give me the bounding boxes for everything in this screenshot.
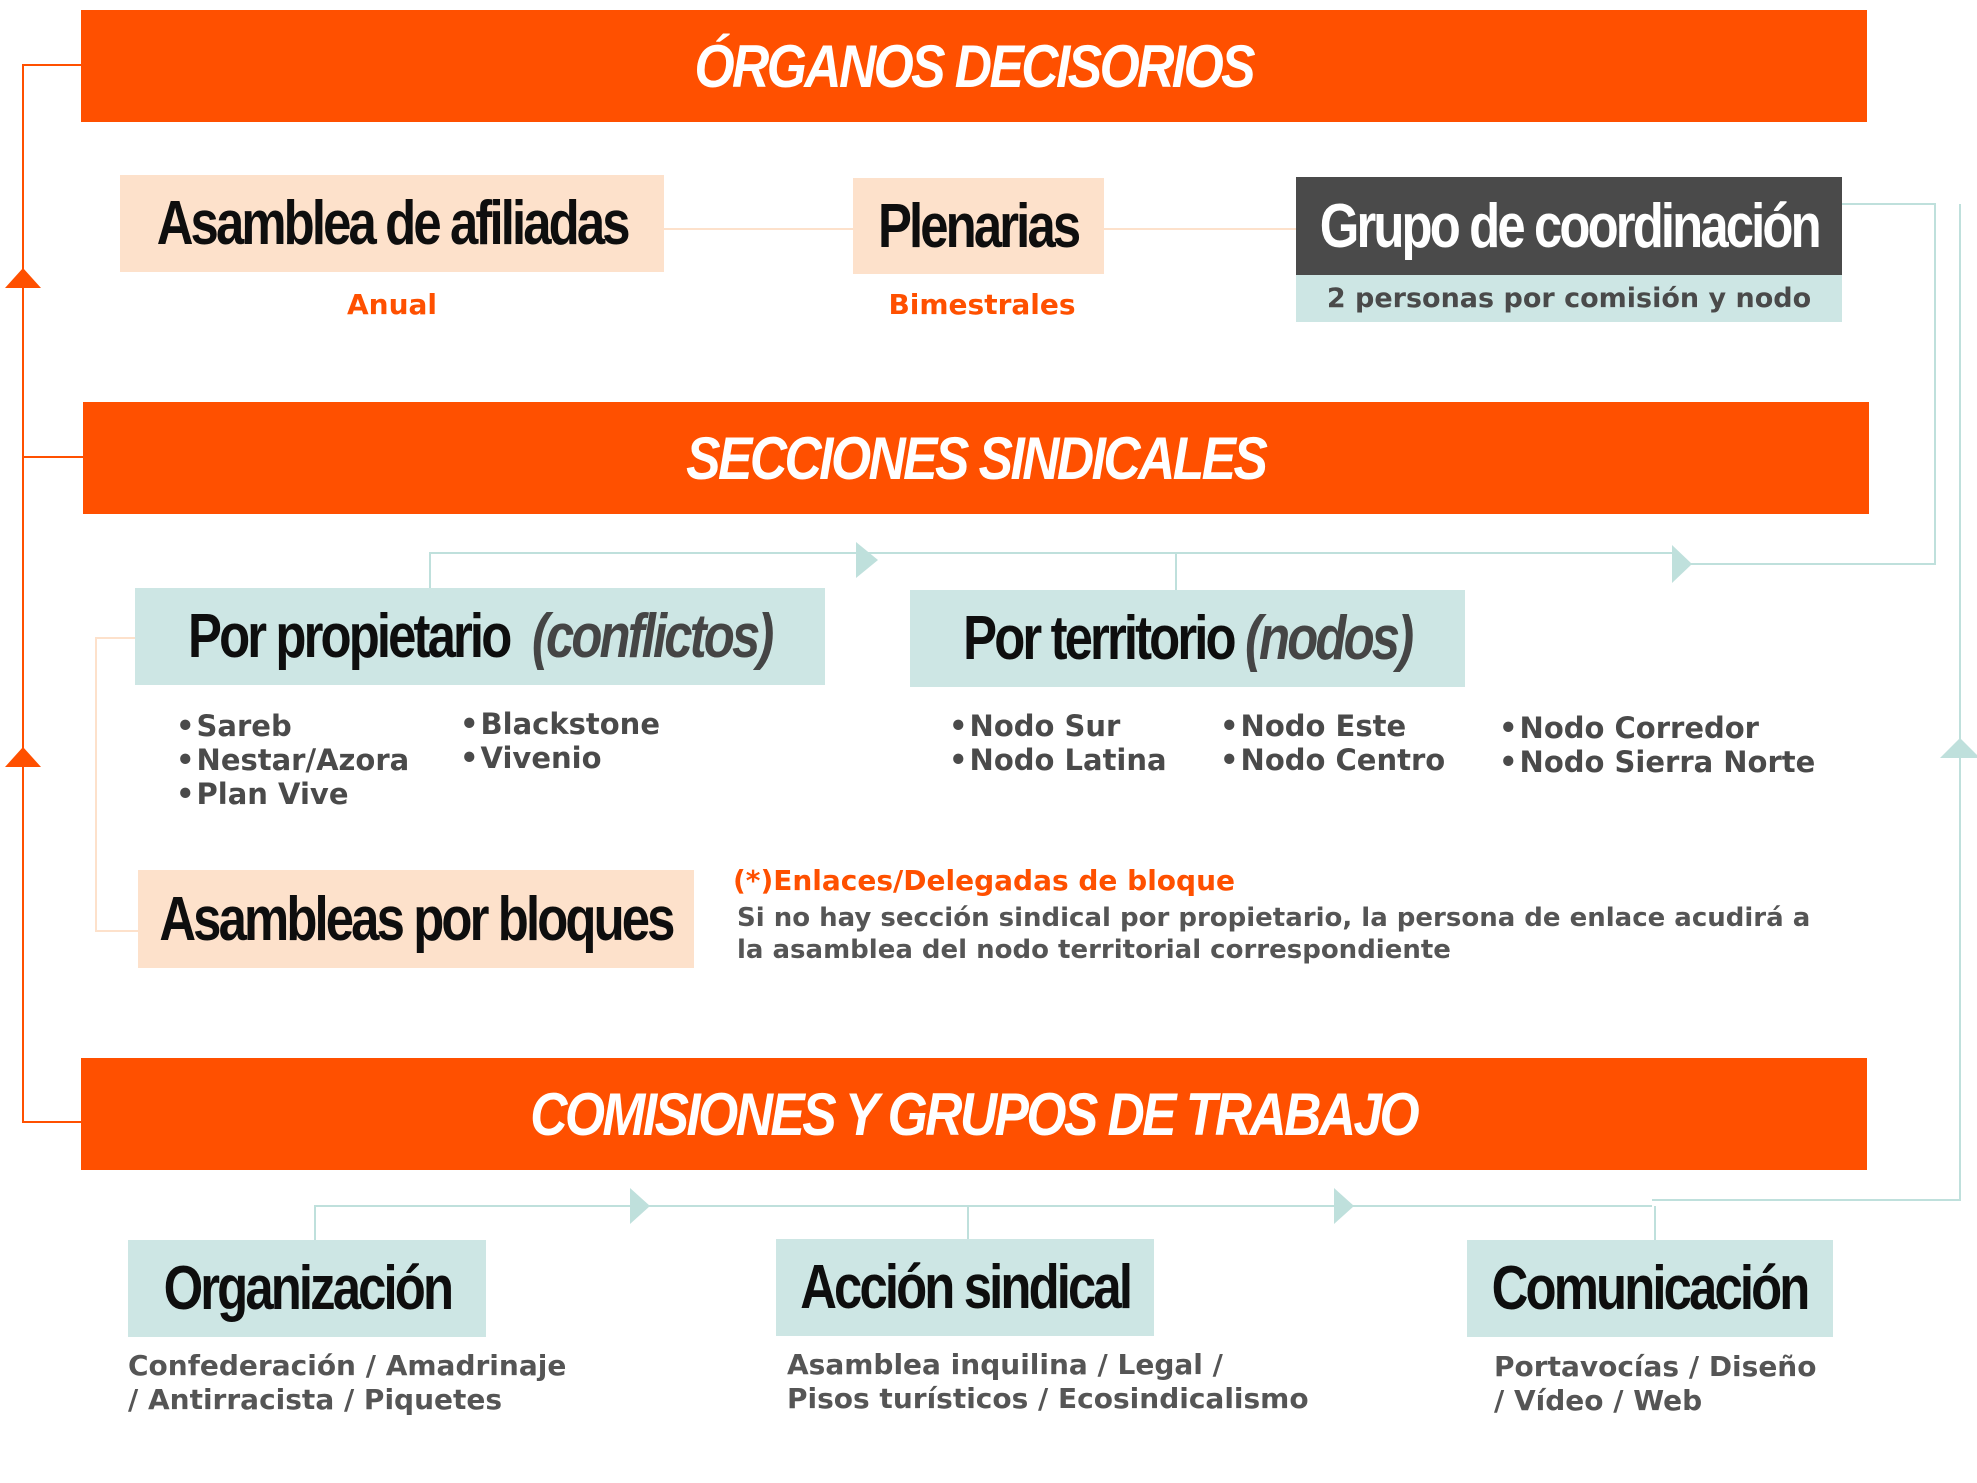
right-arrow-icon <box>856 542 878 578</box>
list-item: • Blackstone <box>460 707 660 741</box>
propietario-box <box>135 588 825 685</box>
list-item: • Vivenio <box>460 741 660 775</box>
territorio-list-1 <box>949 709 1167 777</box>
plenarias-box <box>853 178 1104 274</box>
left-feedback-line <box>23 65 83 1122</box>
asamblea-frequency: Anual <box>346 288 438 321</box>
right-arrow-icon <box>630 1188 650 1224</box>
up-arrow-icon <box>5 268 41 288</box>
organizacion-label: Organización <box>163 1254 451 1323</box>
propietario-label: Por propietario <box>188 602 510 671</box>
coordinacion-note: 2 personas por comisión y nodo <box>1326 283 1812 314</box>
bloques-label: Asambleas por bloques <box>159 884 673 954</box>
list-item: • Nodo Latina <box>949 743 1167 777</box>
enlaces-description: Si no hay sección sindical por propietario, la persona de enlace acudirá a la asamblea del nodo territorial correspondiente <box>737 903 1811 965</box>
up-arrow-icon <box>1940 738 1977 758</box>
comunicacion-box <box>1467 1240 1833 1337</box>
territorio-list-3 <box>1499 711 1815 779</box>
propietario-qualifier: (conflictos) <box>532 602 772 671</box>
secciones-title: SECCIONES SINDICALES <box>686 424 1266 492</box>
propietario-list-2 <box>460 707 660 775</box>
organizacion-description: Confederación / Amadrinaje / Antirracista / Piquetes <box>128 1349 567 1416</box>
coordinacion-label: Grupo de coordinación <box>1319 191 1819 261</box>
propietario-list-1 <box>176 709 409 811</box>
accion-box <box>776 1239 1154 1336</box>
plenarias-frequency: Bimestrales <box>888 288 1076 321</box>
list-item: • Nestar/Azora <box>176 743 409 777</box>
territorio-label: Por territorio <box>963 604 1235 673</box>
bloques-box <box>138 870 694 968</box>
comisiones-title: COMISIONES Y GRUPOS DE TRABAJO <box>530 1080 1418 1148</box>
comunicacion-description: Portavocías / Diseño / Vídeo / Web <box>1494 1350 1817 1417</box>
enlaces-title: (*)Enlaces/Delegadas de bloque <box>733 864 1236 897</box>
list-item: • Nodo Corredor <box>1499 711 1815 745</box>
plenarias-label: Plenarias <box>878 191 1079 261</box>
peach-connectors <box>96 229 1296 931</box>
asamblea-afiliadas-box <box>120 175 664 272</box>
up-arrow-icon <box>5 747 41 767</box>
coordinacion-note-box <box>1296 275 1842 322</box>
comunicacion-label: Comunicación <box>1492 1254 1808 1323</box>
organos-title: ÓRGANOS DECISORIOS <box>694 32 1254 100</box>
list-item: • Nodo Centro <box>1220 743 1445 777</box>
comisiones-banner <box>81 1058 1867 1170</box>
right-arrow-icon <box>1672 545 1692 583</box>
list-item: • Plan Vive <box>176 777 409 811</box>
territorio-qualifier: (nodos) <box>1245 604 1412 673</box>
list-item: • Nodo Este <box>1220 709 1445 743</box>
right-arrow-icon <box>1334 1188 1354 1224</box>
list-item: • Nodo Sur <box>949 709 1167 743</box>
territorio-box <box>910 590 1465 687</box>
territorio-list-2 <box>1220 709 1445 777</box>
coordinacion-box <box>1296 177 1842 275</box>
organizacion-box <box>128 1240 486 1337</box>
accion-label: Acción sindical <box>800 1253 1130 1322</box>
asamblea-afiliadas-label: Asamblea de afiliadas <box>156 189 628 258</box>
accion-description: Asamblea inquilina / Legal / Pisos turísticos / Ecosindicalismo <box>787 1348 1309 1415</box>
organos-banner <box>81 10 1867 122</box>
secciones-banner <box>83 402 1869 514</box>
list-item: • Sareb <box>176 709 409 743</box>
list-item: • Nodo Sierra Norte <box>1499 745 1815 779</box>
